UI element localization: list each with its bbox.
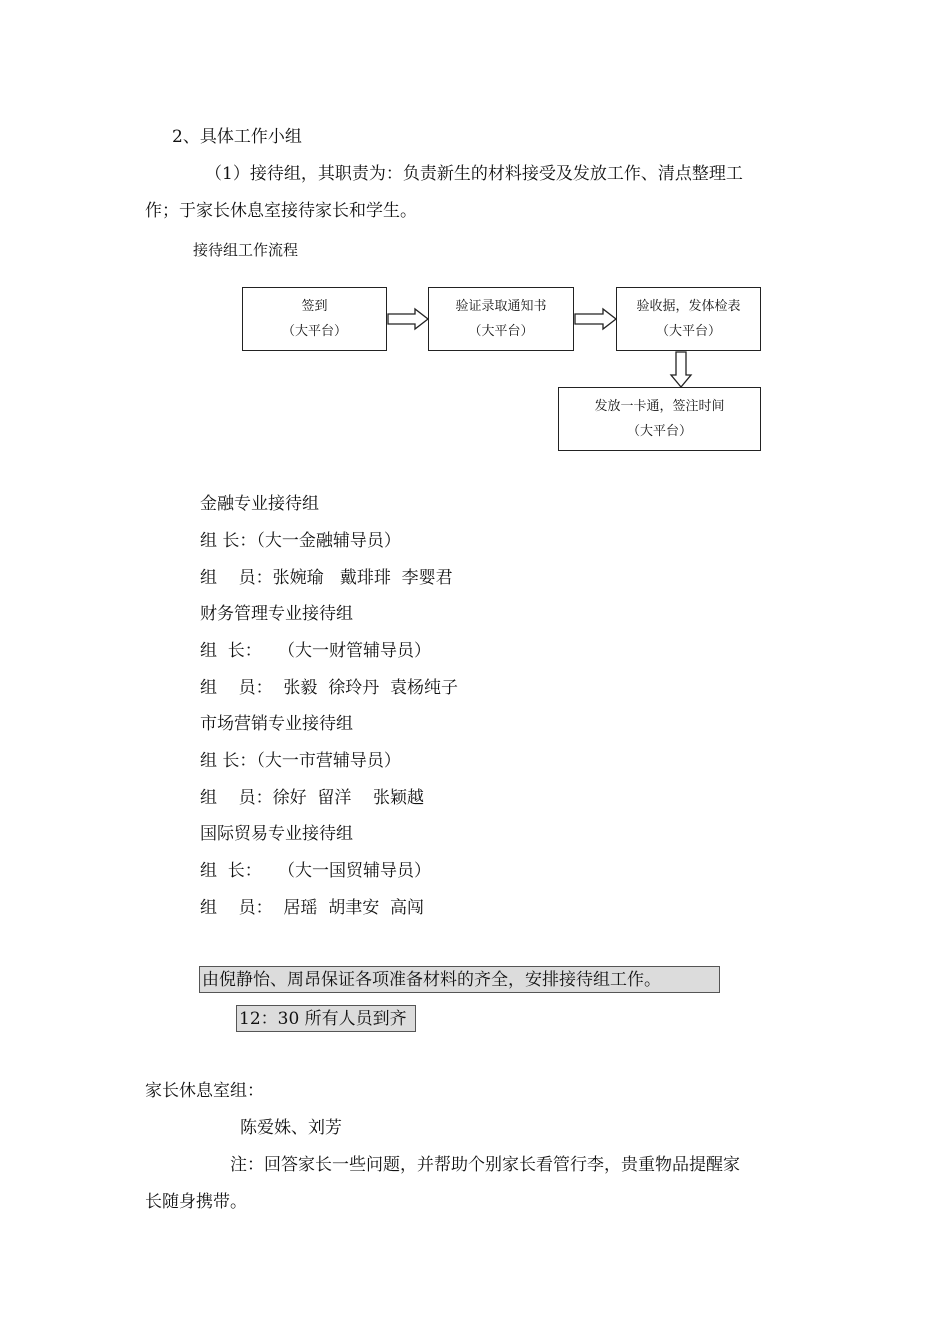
section-heading: 2、具体工作小组 bbox=[172, 127, 302, 147]
group-leader: 组 长：（大一市营辅导员） bbox=[200, 751, 401, 771]
flow-step-title: 签到 bbox=[301, 299, 328, 314]
flow-step-place: （大平台） bbox=[468, 324, 534, 339]
highlight-note-arrival-time: 12：30 所有人员到齐 bbox=[236, 1005, 416, 1032]
flow-title: 接待组工作流程 bbox=[193, 241, 299, 259]
reception-duty-line2: 作；于家长休息室接待家长和学生。 bbox=[145, 201, 417, 221]
group-members: 组 员：张婉瑜 戴琲琲 李婴君 bbox=[200, 568, 453, 588]
reception-duty-line1: （1）接待组，其职责为：负责新生的材料接受及发放工作、清点整理工 bbox=[205, 164, 743, 184]
group-name: 财务管理专业接待组 bbox=[200, 604, 353, 624]
parent-note-line1: 注：回答家长一些问题，并帮助个别家长看管行李，贵重物品提醒家 bbox=[230, 1155, 740, 1175]
parent-note-line2: 长随身携带。 bbox=[145, 1192, 247, 1212]
group-members: 组 员： 张毅 徐玲丹 袁杨纯子 bbox=[200, 678, 459, 698]
highlight-note-materials: 由倪静怡、周昂保证各项准备材料的齐全，安排接待组工作。 bbox=[199, 966, 720, 993]
flow-step-place: （大平台） bbox=[281, 324, 347, 339]
group-leader: 组 长：（大一金融辅导员） bbox=[200, 531, 401, 551]
flow-step-title: 验收据，发体检表 bbox=[636, 299, 741, 314]
parent-room-members: 陈爱姝、刘芳 bbox=[240, 1118, 342, 1138]
group-name: 国际贸易专业接待组 bbox=[200, 824, 353, 844]
flow-step-title: 验证录取通知书 bbox=[455, 299, 547, 314]
flow-step-place: （大平台） bbox=[655, 324, 721, 339]
group-members: 组 员： 居瑶 胡聿安 高闯 bbox=[200, 898, 425, 918]
arrow-right-icon bbox=[388, 309, 428, 329]
flow-step-title: 发放一卡通，签注时间 bbox=[594, 399, 725, 414]
flow-step-place: （大平台） bbox=[626, 424, 692, 439]
group-leader: 组 长： （大一财管辅导员） bbox=[200, 641, 432, 661]
arrow-down-icon bbox=[671, 352, 691, 387]
group-members: 组 员：徐好 留洋 张颖越 bbox=[200, 788, 425, 808]
group-name: 金融专业接待组 bbox=[200, 494, 319, 514]
group-leader: 组 长： （大一国贸辅导员） bbox=[200, 861, 432, 881]
arrow-right-icon bbox=[575, 309, 616, 329]
parent-room-title: 家长休息室组： bbox=[145, 1081, 264, 1101]
group-name: 市场营销专业接待组 bbox=[200, 714, 353, 734]
